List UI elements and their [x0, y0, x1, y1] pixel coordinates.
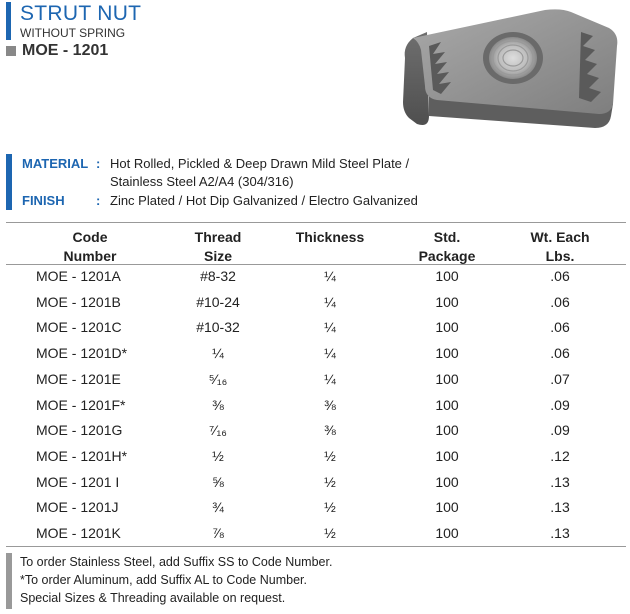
cell-code: MOE - 1201F*	[36, 396, 126, 413]
cell-package: 100	[435, 422, 459, 439]
cell-package: 100	[435, 473, 459, 490]
cell-thickness: ¼	[324, 345, 336, 362]
cell-thread: ⅜	[212, 396, 224, 413]
cell-code: MOE - 1201B	[36, 293, 121, 310]
finish-colon: :	[96, 193, 101, 208]
material-value-line2: Stainless Steel A2/A4 (304/316)	[110, 174, 294, 189]
cell-weight: .13	[550, 499, 570, 516]
model-number: MOE - 1201	[22, 42, 109, 59]
finish-value: Zinc Plated / Hot Dip Galvanized / Electro Galvanized	[110, 193, 418, 208]
cell-code: MOE - 1201D*	[36, 345, 128, 362]
cell-code: MOE - 1201H*	[36, 447, 128, 464]
cell-thickness: ½	[324, 473, 336, 490]
column-header-thread-line2: Size	[203, 248, 232, 264]
material-label: MATERIAL	[22, 156, 89, 171]
column-header-package-line1: Std.	[433, 229, 461, 245]
footer-note-stainless: To order Stainless Steel, add Suffix SS to Code Number.	[20, 555, 333, 569]
cell-package: 100	[435, 447, 459, 464]
header-accent-bar	[6, 2, 11, 40]
cell-thread: #8-32	[200, 268, 236, 284]
column-header-weight-line2: Lbs.	[545, 248, 575, 264]
cell-thickness: ⅜	[324, 422, 336, 439]
cell-package: 100	[435, 293, 459, 310]
table-top-rule	[6, 222, 626, 223]
finish-label: FINISH	[22, 193, 65, 208]
cell-weight: .09	[550, 396, 570, 413]
column-header-thread	[168, 228, 268, 266]
cell-code: MOE - 1201A	[36, 268, 121, 284]
cell-weight: .13	[550, 525, 570, 541]
page-title: STRUT NUT	[20, 2, 142, 25]
cell-weight: .13	[550, 473, 570, 490]
cell-thread: ½	[212, 447, 224, 464]
column-header-thickness	[280, 228, 380, 247]
cell-package: 100	[435, 499, 459, 516]
cell-weight: .09	[550, 422, 570, 439]
cell-thickness: ½	[324, 499, 336, 516]
cell-thickness: ½	[324, 447, 336, 464]
cell-weight: .06	[550, 319, 570, 336]
cell-code: MOE - 1201E	[36, 370, 121, 387]
model-square-icon	[6, 46, 16, 56]
cell-thread: ⁵⁄₁₆	[208, 370, 228, 387]
cell-code: MOE - 1201J	[36, 499, 119, 516]
column-header-code	[30, 228, 150, 266]
cell-thread: ⁷⁄₁₆	[209, 422, 227, 439]
cell-weight: .06	[550, 293, 570, 310]
specs-accent-bar	[6, 154, 12, 210]
material-value-line1: Hot Rolled, Pickled & Deep Drawn Mild Steel Plate /	[110, 156, 410, 171]
footer-note-aluminum: *To order Aluminum, add Suffix AL to Code Number.	[20, 573, 307, 587]
cell-thread: ⅝	[212, 473, 224, 490]
material-colon: :	[96, 156, 101, 171]
cell-thickness: ½	[324, 525, 336, 541]
cell-weight: .07	[550, 370, 570, 387]
cell-package: 100	[435, 370, 459, 387]
cell-thread: ¼	[212, 345, 224, 362]
cell-package: 100	[435, 345, 459, 362]
column-header-thickness-line1: Thickness	[295, 229, 365, 245]
cell-thread: ⅞	[212, 525, 224, 541]
cell-package: 100	[435, 396, 459, 413]
column-header-weight-line1: Wt. Each	[530, 229, 590, 245]
cell-weight: .06	[550, 345, 570, 362]
cell-package: 100	[435, 268, 459, 284]
column-header-thread-line1: Thread	[194, 229, 242, 245]
cell-thickness: ¼	[324, 268, 336, 284]
column-header-code-line2: Number	[63, 248, 117, 264]
cell-package: 100	[435, 525, 459, 541]
cell-package: 100	[435, 319, 459, 336]
footer-note-special: Special Sizes & Threading available on request.	[20, 591, 286, 605]
cell-weight: .12	[550, 447, 570, 464]
column-header-code-line1: Code	[72, 229, 108, 245]
column-header-package-line2: Package	[418, 248, 476, 264]
cell-thickness: ¼	[324, 370, 336, 387]
cell-weight: .06	[550, 268, 570, 284]
cell-thread: ¾	[212, 499, 224, 516]
strut-nut-product-image	[395, 6, 625, 134]
cell-thickness: ¼	[324, 293, 336, 310]
column-header-package	[397, 228, 497, 266]
cell-code: MOE - 1201G	[36, 422, 123, 439]
cell-thread: #10-32	[196, 319, 240, 336]
cell-thickness: ⅜	[324, 396, 336, 413]
cell-code: MOE - 1201C	[36, 319, 122, 336]
cell-code: MOE - 1201K	[36, 525, 121, 541]
cell-code: MOE - 1201 I	[36, 473, 120, 490]
table-bottom-rule	[6, 546, 626, 547]
page-subtitle: WITHOUT SPRING	[20, 26, 126, 40]
cell-thickness: ¼	[324, 319, 336, 336]
footer-accent-bar	[6, 553, 12, 609]
column-header-weight	[510, 228, 610, 266]
cell-thread: #10-24	[196, 293, 240, 310]
